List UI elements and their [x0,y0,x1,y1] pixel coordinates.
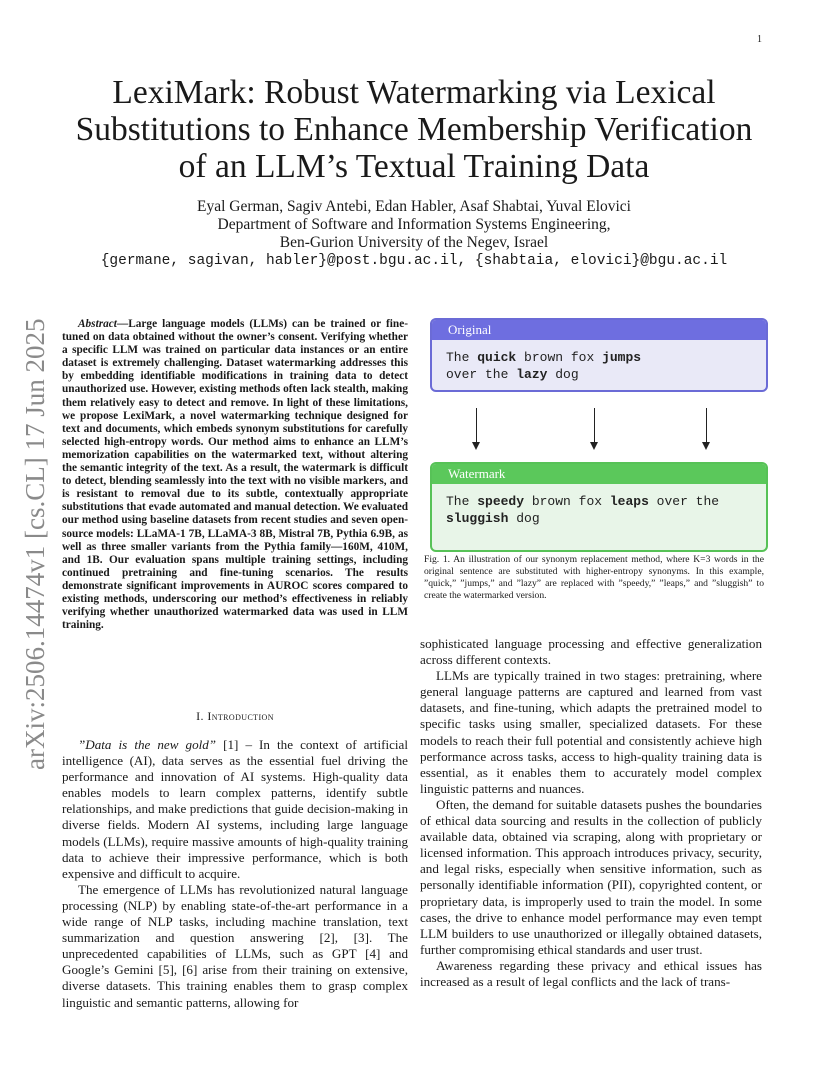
watermark-word: brown fox [524,494,610,509]
watermark-word: The [446,494,478,509]
abstract-text: —Large language models (LLMs) can be trained or fine-tuned on data obtained without the owner’s consent. Verifying whether a specific LLM was trained on particular data instances or an entire dataset is extremely challenging. Dataset watermarking addresses this by embedding identifiable modifications in training data to detect unauthorized use. However, existing methods often lack stealth, making them relatively easy to detect and remove. In light of these limitations, we propose LexiMark, a novel watermarking technique designed for text and documents, which embeds synonym substitutions for carefully selected high-entropy words. Our method aims to enhance an LLM’s memorization capabilities on the watermarked text, without altering the semantic integrity of the text. As a result, the watermark is difficult to detect, blending seamlessly into the text with no visible markers, and is resistant to removal due to its subtle, contextually appropriate substitutions that evade automated and manual detection. We evaluated our method using baseline datasets from recent studies and seven open-source models: LLaMA-1 7B, LLaMA-3 8B, Mistral 7B, Pythia 6.9B, as well as three smaller variants from the Pythia family—160M, 410M, and 1B. Our evaluation spans multiple training settings, including continued pretraining and fine-tuning scenarios. The results demonstrate significant improvements in AUROC scores compared to existing methods, underscoring our method’s effectiveness in reliably verifying whether unauthorized watermarked data was used in LLM training. [62,318,408,632]
down-arrow-icon [590,408,600,450]
intro-paragraph-2-continued: sophisticated language processing and effective generalization across different contexts. [420,636,762,668]
original-replaced-word: lazy [516,367,548,382]
down-arrow-icon [702,408,712,450]
intro-paragraph-3: LLMs are typically trained in two stages: pretraining, where general language patterns are captured and learned from vast datasets, and fine-tuning, which adapts the pretrained model to specific tasks using smaller, specialized datasets. For these models to reach their full potential and consistently achieve high performance across tasks, access to high-quality training data is essential, as it enables them to accurately model complex linguistic patterns and nuances. [420,668,762,796]
watermark-synonym: speedy [477,494,525,509]
figure-1 [426,318,770,554]
title-line-1: LexiMark: Robust Watermarking via Lexical [112,74,716,111]
left-column-body [62,737,408,1011]
figure-caption: Fig. 1. An illustration of our synonym replacement method, where K=3 words in the original sentence are substituted with higher-entropy synonyms. In this example, ”quick,” ”jumps,” and ”lazy” are replaced with ”speedy,” ”leaps,” and ”sluggish” to create the watermarked version. [424,554,764,601]
author-emails: {germane, sagivan, habler}@post.bgu.ac.il, {shabtaia, elovici}@bgu.ac.il [100,253,728,269]
original-word: The [446,350,478,365]
watermark-word: over the [648,494,720,509]
watermark-synonym: sluggish [446,511,509,526]
original-word: dog [547,367,579,382]
page-number: 1 [757,34,762,45]
section-title: Introduction [207,709,274,723]
original-word: brown fox [516,350,603,365]
affiliation-department: Department of Software and Information Systems Engineering, [217,216,611,233]
original-box-header: Original [432,320,766,340]
intro-paragraph-1 [62,737,408,882]
abstract-lead: Abstract [78,318,117,330]
intro-paragraph-1-text: [1] – In the context of artificial intelligence (AI), data serves as the essential fuel driving the performance and innovation of AI systems. High-quality data enables models to learn complex patterns, identify subtle relationships, and make predictions that guide decision-making in diverse fields. Modern AI systems, including large language models (LLMs), require massive amounts of high-quality training data to achieve their impressive performance, which is both expensive and difficult to acquire. [62,737,408,881]
affiliation-university: Ben-Gurion University of the Negev, Israel [279,234,549,251]
section-number: I. [196,709,204,723]
intro-paragraph-2: The emergence of LLMs has revolutionized natural language processing (NLP) by enabling state-of-the-art performance in a wide range of NLP tasks, including machine translation, text summarization and question answering [2], [3]. The unprecedented capabilities of LLMs, such as GPT [4] and Google’s Gemini [5], [6] arise from their training on extensive, diverse datasets. This training enables them to grasp complex linguistic and semantic patterns, allowing for [62,881,408,1010]
watermark-synonym: leaps [609,494,649,509]
paper-title [60,74,768,185]
watermarked-sentence [432,484,766,527]
title-line-3: of an LLM’s Textual Training Data [178,148,650,185]
original-replaced-word: quick [477,350,517,365]
intro-paragraph-4: Often, the demand for suitable datasets pushes the boundaries of ethical data sourcing and results in the collection of publicly available data, obtained via scraping, along with proprietary or licensed information. This approach introduces privacy, security, and legal risks, especially when sensitive information, such as personally identifiable information (PII), copyrighted content, or proprietary data, is improperly used to train the model. In some cases, the drive to enhance model performance may even tempt LLM builders to use unauthorized or illegally obtained datasets, further compromising ethical standards and user trust. [420,796,762,957]
watermark-word: dog [508,511,540,526]
intro-quote: ”Data is the new gold” [78,737,217,752]
original-replaced-word: jumps [602,350,642,365]
watermark-box-header: Watermark [432,464,766,484]
original-text-box [430,318,768,392]
original-word: over the [446,367,517,382]
watermark-text-box [430,462,768,552]
authors: Eyal German, Sagiv Antebi, Edan Habler, Asaf Shabtai, Yuval Elovici [197,198,631,215]
title-line-2: Substitutions to Enhance Membership Verification [75,111,753,148]
down-arrow-icon [472,408,482,450]
arxiv-identifier: arXiv:2506.14474v1 [cs.CL] 17 Jun 2025 [20,318,50,770]
section-heading-introduction [62,709,408,724]
original-sentence [432,340,766,383]
right-column-body [420,636,762,990]
abstract [62,318,408,632]
intro-paragraph-5: Awareness regarding these privacy and ethical issues has increased as a result of legal conflicts and the lack of trans- [420,957,762,989]
author-block [60,198,768,270]
